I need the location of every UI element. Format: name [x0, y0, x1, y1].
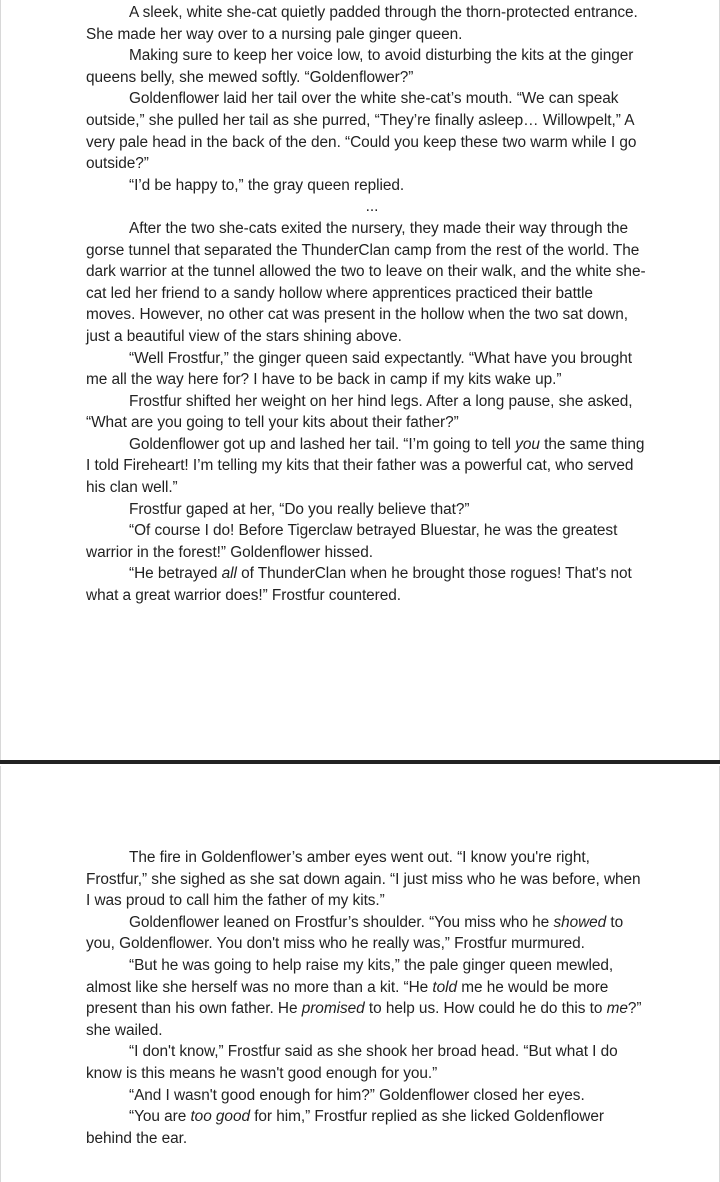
- story-paragraph: Goldenflower laid her tail over the white she-cat’s mouth. “We can speak outside,” she pulled her tail as she purred, “They’re finally asleep… Willowpelt,” A very pale head in the back of the den. “Could you keep these two warm while I go outside?”: [86, 90, 637, 173]
- story-paragraph: “I’d be happy to,” the gray queen replied.: [129, 176, 405, 194]
- story-paragraph: After the two she-cats exited the nursery, they made their way through the gorse tunnel that separated the ThunderClan camp from the rest of the world. The dark warrior at the tunnel allowed the two to leave on their walk, and the white she-cat led her friend to a sandy hollow where apprentices practiced their battle moves. However, no other cat was present in the hollow when the two sat down, just a beautiful view of the stars shining above.: [86, 219, 646, 345]
- story-paragraph: “Of course I do! Before Tigerclaw betrayed Bluestar, he was the greatest warrior in the forest!” Goldenflower hissed.: [86, 522, 618, 561]
- story-paragraph: “You are too good for him,” Frostfur replied as she licked Goldenflower behind the ear.: [86, 1108, 604, 1147]
- emphasis-text: promised: [301, 1000, 365, 1018]
- emphasis-text: told: [432, 978, 458, 996]
- scene-1-paragraphs: [86, 2, 646, 196]
- emphasis-text: too good: [190, 1108, 250, 1126]
- story-paragraph: “But he was going to help raise my kits,” the pale ginger queen mewled, almost like she herself was no more than a kit. “He told me he would be more present than his own father. He promised to help us. How could he do this to me?” she wailed.: [86, 956, 642, 1039]
- story-paragraph: “And I wasn't good enough for him?” Goldenflower closed her eyes.: [129, 1086, 585, 1104]
- story-paragraph: Goldenflower got up and lashed her tail. “I’m going to tell you the same thing I told Fireheart! I’m telling my kits that their father was a powerful cat, who served his clan well.”: [86, 435, 645, 497]
- story-paragraph: Frostfur gaped at her, “Do you really believe that?”: [129, 500, 470, 518]
- scene-3-paragraphs: [86, 847, 646, 1149]
- story-paragraph: “Well Frostfur,” the ginger queen said expectantly. “What have you brought me all the way here for? I have to be back in camp if my kits wake up.”: [86, 349, 633, 389]
- story-paragraph: “I don't know,” Frostfur said as she shook her broad head. “But what I do know is this means he wasn't good enough for you.”: [86, 1043, 618, 1082]
- emphasis-text: showed: [553, 913, 607, 931]
- story-paragraph: A sleek, white she-cat quietly padded through the thorn-protected entrance. She made her way over to a nursing pale ginger queen.: [86, 4, 638, 43]
- emphasis-text: all: [221, 565, 237, 583]
- page-2-text: [86, 847, 646, 1149]
- emphasis-text: me: [606, 1000, 628, 1018]
- scene-2-paragraphs: [86, 218, 646, 607]
- scene-separator: ...: [365, 198, 379, 216]
- story-paragraph: The fire in Goldenflower’s amber eyes went out. “I know you're right, Frostfur,” she sighed as she sat down again. “I just miss who he was before, when I was proud to call him the father of my kits.”: [86, 849, 641, 910]
- story-paragraph: Frostfur shifted her weight on her hind legs. After a long pause, she asked, “What are you going to tell your kits about their father?”: [86, 392, 633, 432]
- emphasis-text: you: [515, 435, 540, 453]
- page-1-text: [86, 2, 646, 607]
- document-page-2: [0, 766, 720, 1182]
- story-paragraph: Goldenflower leaned on Frostfur’s shoulder. “You miss who he showed to you, Goldenflower. You don't miss who he really was,” Frostfur murmured.: [86, 913, 624, 953]
- page-divider: [0, 760, 720, 764]
- story-paragraph: Making sure to keep her voice low, to avoid disturbing the kits at the ginger queens belly, she mewed softly. “Goldenflower?”: [86, 47, 634, 86]
- story-paragraph: “He betrayed all of ThunderClan when he brought those rogues! That's not what a great warrior does!” Frostfur countered.: [86, 565, 632, 605]
